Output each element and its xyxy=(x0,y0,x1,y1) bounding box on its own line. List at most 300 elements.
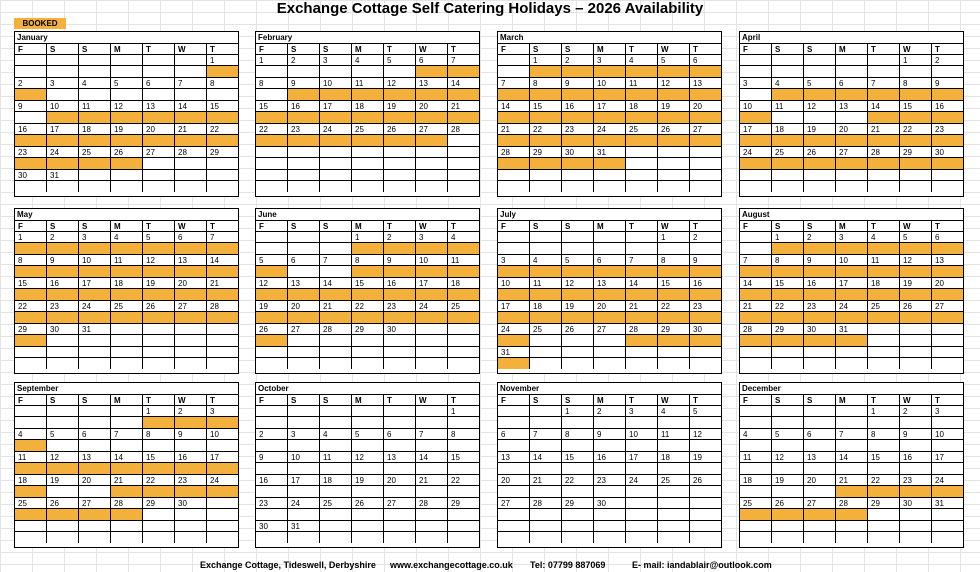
day-number: 8 xyxy=(530,78,562,89)
free-day-slot xyxy=(416,509,448,520)
booked-day-bar xyxy=(79,243,111,254)
booked-day-bar xyxy=(47,135,79,146)
booked-day-bar xyxy=(15,158,47,169)
day-number: 13 xyxy=(935,256,944,265)
empty-slot xyxy=(111,181,143,192)
booked-day-bar xyxy=(448,312,479,323)
weekday-label: T xyxy=(384,395,416,406)
empty-slot xyxy=(836,358,868,369)
day-number: 17 xyxy=(320,101,352,112)
booked-day-bar xyxy=(772,509,804,520)
booked-day-bar xyxy=(932,312,963,323)
free-day-slot xyxy=(352,463,384,474)
free-day-slot xyxy=(562,463,594,474)
day-number: 8 xyxy=(15,255,47,266)
weekday-label: T xyxy=(143,221,175,232)
booked-day-bar xyxy=(836,335,868,346)
day-number: 15 xyxy=(15,278,47,289)
day-number: 13 xyxy=(594,278,626,289)
booking-row xyxy=(498,157,721,169)
empty-slot xyxy=(594,532,626,543)
booked-day-bar xyxy=(498,289,530,300)
day-number: 13 xyxy=(143,101,175,112)
day-number: 13 xyxy=(79,452,111,463)
day-number: 26 xyxy=(562,324,594,335)
day-number: 4 xyxy=(320,429,352,440)
booking-row xyxy=(15,311,238,323)
booked-day-bar xyxy=(175,417,207,428)
booking-row xyxy=(740,508,963,520)
weekday-label: W xyxy=(658,44,690,55)
booking-row xyxy=(256,134,479,146)
booked-day-bar xyxy=(562,158,594,169)
free-day-slot xyxy=(448,463,479,474)
empty-slot xyxy=(594,358,626,369)
day-number: 2 xyxy=(693,233,698,242)
day-number: 9 xyxy=(804,255,836,266)
booked-day-bar xyxy=(47,509,79,520)
booked-day-bar xyxy=(868,266,900,277)
weekday-label: T xyxy=(693,222,698,231)
booked-day-bar xyxy=(288,112,320,123)
booked-day-bar xyxy=(690,312,721,323)
booked-day-bar xyxy=(47,312,79,323)
day-number: 2 xyxy=(935,56,940,65)
empty-slot xyxy=(416,358,448,369)
weekday-label: T xyxy=(626,221,658,232)
day-number: 27 xyxy=(384,498,416,509)
empty-slot xyxy=(804,358,836,369)
empty-slot xyxy=(530,417,562,428)
empty-slot xyxy=(207,509,238,520)
booked-day-bar xyxy=(47,243,79,254)
day-number: 14 xyxy=(451,79,460,88)
day-number: 1 xyxy=(352,232,384,243)
weekday-label: T xyxy=(210,396,215,405)
empty-slot xyxy=(320,417,352,428)
day-number: 8 xyxy=(658,255,690,266)
month-august xyxy=(739,208,964,374)
weekday-label: S xyxy=(804,44,836,55)
day-number: 9 xyxy=(693,256,698,265)
empty-slot xyxy=(868,181,900,192)
booked-day-bar xyxy=(352,112,384,123)
day-number: 6 xyxy=(693,56,698,65)
free-day-slot xyxy=(772,112,804,123)
empty-slot xyxy=(416,532,448,543)
free-day-slot xyxy=(320,463,352,474)
day-number: 14 xyxy=(210,256,219,265)
booking-row xyxy=(256,311,479,323)
booked-day-bar xyxy=(143,112,175,123)
day-number: 17 xyxy=(79,278,111,289)
empty-slot xyxy=(804,181,836,192)
free-day-slot xyxy=(79,486,111,497)
booked-day-bar xyxy=(207,486,238,497)
weekday-label: S xyxy=(47,44,79,55)
day-number: 3 xyxy=(320,55,352,66)
booking-row xyxy=(740,180,963,192)
free-day-slot xyxy=(836,463,868,474)
empty-slot xyxy=(384,417,416,428)
day-number: 29 xyxy=(772,324,804,335)
day-number: 15 xyxy=(772,278,804,289)
day-number: 17 xyxy=(416,278,448,289)
day-number: 7 xyxy=(416,429,448,440)
day-number: 23 xyxy=(47,301,79,312)
empty-slot xyxy=(626,158,658,169)
footer-email[interactable]: E- mail: iandablair@outlook.com xyxy=(632,560,772,570)
day-number: 4 xyxy=(451,233,456,242)
day-number: 21 xyxy=(498,124,530,135)
free-day-slot xyxy=(256,532,288,543)
booking-row xyxy=(256,157,479,169)
day-number: 3 xyxy=(79,232,111,243)
booked-day-bar xyxy=(804,89,836,100)
day-number: 9 xyxy=(47,255,79,266)
free-day-slot xyxy=(932,463,963,474)
month-name: July xyxy=(500,210,517,219)
empty-slot xyxy=(320,532,352,543)
booked-day-bar xyxy=(15,289,47,300)
day-number: 25 xyxy=(530,324,562,335)
day-number: 2 xyxy=(175,406,207,417)
empty-slot xyxy=(740,181,772,192)
day-number: 15 xyxy=(658,278,690,289)
free-day-slot xyxy=(690,243,721,254)
booking-row xyxy=(740,531,963,543)
empty-slot xyxy=(288,358,320,369)
booking-row xyxy=(498,416,721,428)
booked-day-bar xyxy=(836,509,868,520)
day-number: 14 xyxy=(868,101,900,112)
booked-day-bar xyxy=(804,509,836,520)
empty-slot xyxy=(868,532,900,543)
booked-day-bar xyxy=(562,312,594,323)
day-number: 10 xyxy=(47,101,79,112)
day-number: 16 xyxy=(47,278,79,289)
day-number: 3 xyxy=(740,78,772,89)
empty-slot xyxy=(690,532,721,543)
day-number: 11 xyxy=(352,78,384,89)
day-number: 11 xyxy=(111,255,143,266)
booked-day-bar xyxy=(416,89,448,100)
empty-slot xyxy=(932,335,963,346)
booked-day-bar xyxy=(740,266,772,277)
day-number: 10 xyxy=(210,430,219,439)
booked-day-bar xyxy=(15,89,47,100)
booked-day-bar xyxy=(594,112,626,123)
booking-row xyxy=(256,357,479,369)
month-april xyxy=(739,31,964,197)
booked-day-bar xyxy=(836,243,868,254)
booked-day-bar xyxy=(207,289,238,300)
day-number: 5 xyxy=(804,78,836,89)
day-number: 20 xyxy=(384,475,416,486)
booked-day-bar xyxy=(804,312,836,323)
empty-slot xyxy=(772,532,804,543)
day-number: 9 xyxy=(935,79,940,88)
weekday-label: S xyxy=(79,44,111,55)
booked-day-bar xyxy=(740,289,772,300)
empty-slot xyxy=(740,243,772,254)
booking-row xyxy=(256,242,479,254)
month-name: June xyxy=(258,210,277,219)
empty-slot xyxy=(498,243,530,254)
day-number: 15 xyxy=(900,101,932,112)
day-number: 28 xyxy=(210,302,219,311)
weekday-label: T xyxy=(451,45,456,54)
month-name: December xyxy=(742,384,781,393)
month-name: January xyxy=(17,33,48,42)
empty-slot xyxy=(256,358,288,369)
day-number: 6 xyxy=(288,255,320,266)
empty-slot xyxy=(448,181,479,192)
empty-slot xyxy=(594,181,626,192)
day-number: 1 xyxy=(143,406,175,417)
day-number: 25 xyxy=(740,498,772,509)
free-day-slot xyxy=(498,463,530,474)
booked-day-bar xyxy=(175,135,207,146)
empty-slot xyxy=(804,66,836,77)
empty-slot xyxy=(143,532,175,543)
booked-day-bar xyxy=(111,243,143,254)
day-number: 21 xyxy=(416,475,448,486)
booked-day-bar xyxy=(288,89,320,100)
booked-day-bar xyxy=(320,289,352,300)
weekday-label: W xyxy=(175,221,207,232)
day-number: 18 xyxy=(15,475,47,486)
free-day-slot xyxy=(15,112,47,123)
booked-day-bar xyxy=(900,89,932,100)
day-number: 25 xyxy=(352,124,384,135)
booking-row xyxy=(740,357,963,369)
free-day-slot xyxy=(900,417,932,428)
free-day-slot xyxy=(740,486,772,497)
booked-day-bar xyxy=(900,112,932,123)
booking-row xyxy=(740,485,963,497)
empty-slot xyxy=(740,66,772,77)
booked-day-bar xyxy=(448,289,479,300)
month-february xyxy=(255,31,480,197)
empty-slot xyxy=(384,358,416,369)
day-number: 22 xyxy=(451,476,460,485)
booking-row xyxy=(740,242,963,254)
day-number: 28 xyxy=(175,147,207,158)
weekday-label: T xyxy=(693,396,698,405)
day-number: 13 xyxy=(384,452,416,463)
booked-day-bar xyxy=(320,112,352,123)
empty-slot xyxy=(740,532,772,543)
booked-day-bar xyxy=(207,266,238,277)
day-number: 2 xyxy=(256,429,288,440)
day-number: 10 xyxy=(79,255,111,266)
booked-day-bar xyxy=(288,289,320,300)
day-number: 24 xyxy=(416,301,448,312)
day-number: 21 xyxy=(626,301,658,312)
day-number: 5 xyxy=(384,55,416,66)
weekday-label: S xyxy=(530,221,562,232)
day-number: 10 xyxy=(288,452,320,463)
day-number: 27 xyxy=(804,498,836,509)
day-number: 16 xyxy=(594,452,626,463)
booked-day-bar xyxy=(804,266,836,277)
booked-day-bar xyxy=(868,112,900,123)
free-day-slot xyxy=(900,463,932,474)
empty-slot xyxy=(111,532,143,543)
day-number: 7 xyxy=(740,255,772,266)
weekday-label: S xyxy=(288,44,320,55)
day-number: 28 xyxy=(498,147,530,158)
booked-day-bar xyxy=(772,289,804,300)
booked-day-bar xyxy=(175,112,207,123)
day-number: 30 xyxy=(562,147,594,158)
booking-row xyxy=(498,334,721,346)
empty-slot xyxy=(498,181,530,192)
day-number: 2 xyxy=(288,55,320,66)
free-day-slot xyxy=(175,440,207,451)
free-day-slot xyxy=(256,509,288,520)
free-day-slot xyxy=(288,66,320,77)
weekday-label: S xyxy=(288,221,320,232)
empty-slot xyxy=(288,417,320,428)
weekday-label: S xyxy=(772,44,804,55)
weekday-label: F xyxy=(256,395,288,406)
day-number: 14 xyxy=(836,452,868,463)
empty-slot xyxy=(175,335,207,346)
booked-day-bar xyxy=(594,289,626,300)
booked-day-bar xyxy=(530,135,562,146)
empty-slot xyxy=(256,417,288,428)
day-number: 10 xyxy=(836,255,868,266)
weekday-label: S xyxy=(79,221,111,232)
day-number: 2 xyxy=(15,78,47,89)
day-number: 5 xyxy=(47,429,79,440)
booking-row xyxy=(498,180,721,192)
free-day-slot xyxy=(384,440,416,451)
free-day-slot xyxy=(416,463,448,474)
day-number: 23 xyxy=(175,475,207,486)
booked-day-bar xyxy=(690,135,721,146)
empty-slot xyxy=(143,66,175,77)
booked-day-bar xyxy=(111,112,143,123)
empty-slot xyxy=(772,417,804,428)
day-number: 10 xyxy=(320,78,352,89)
weekday-label: W xyxy=(416,221,448,232)
booked-day-bar xyxy=(384,135,416,146)
day-number: 11 xyxy=(740,452,772,463)
empty-slot xyxy=(448,532,479,543)
day-number: 21 xyxy=(320,301,352,312)
day-number: 5 xyxy=(900,232,932,243)
booked-day-bar xyxy=(836,486,868,497)
booked-day-bar xyxy=(932,112,963,123)
booked-day-bar xyxy=(111,509,143,520)
booked-day-bar xyxy=(175,243,207,254)
booked-day-bar xyxy=(384,266,416,277)
booked-day-bar xyxy=(143,417,175,428)
day-number: 17 xyxy=(498,301,530,312)
booked-day-bar xyxy=(15,243,47,254)
day-number: 26 xyxy=(658,124,690,135)
free-day-slot xyxy=(416,440,448,451)
day-number: 17 xyxy=(288,475,320,486)
booked-day-bar xyxy=(804,158,836,169)
day-number: 25 xyxy=(79,147,111,158)
weekday-label: T xyxy=(935,45,940,54)
booking-row xyxy=(15,65,238,77)
booked-day-bar xyxy=(47,266,79,277)
booking-row xyxy=(498,288,721,300)
free-day-slot xyxy=(448,509,479,520)
day-number: 1 xyxy=(658,232,690,243)
page-title: Exchange Cottage Self Catering Holidays – 2026 Availability xyxy=(276,0,704,17)
empty-slot xyxy=(658,509,690,520)
booked-day-bar xyxy=(900,486,932,497)
free-day-slot xyxy=(207,89,238,100)
free-day-slot xyxy=(836,440,868,451)
day-number: 19 xyxy=(658,101,690,112)
free-day-slot xyxy=(900,509,932,520)
day-number: 5 xyxy=(111,78,143,89)
empty-slot xyxy=(143,335,175,346)
booked-day-bar xyxy=(448,112,479,123)
day-number: 20 xyxy=(804,475,836,486)
booked-day-bar xyxy=(207,112,238,123)
month-september xyxy=(14,382,239,548)
booked-day-bar xyxy=(111,158,143,169)
booking-row xyxy=(256,334,479,346)
day-number: 19 xyxy=(143,278,175,289)
free-day-slot xyxy=(740,89,772,100)
day-number: 28 xyxy=(868,147,900,158)
empty-slot xyxy=(836,66,868,77)
day-number: 19 xyxy=(256,301,288,312)
day-number: 15 xyxy=(451,453,460,462)
free-day-slot xyxy=(594,335,626,346)
booking-row xyxy=(256,462,479,474)
booked-day-bar xyxy=(868,158,900,169)
day-number: 16 xyxy=(288,101,320,112)
day-number: 8 xyxy=(352,255,384,266)
booking-row xyxy=(256,288,479,300)
free-day-slot xyxy=(175,509,207,520)
weekday-label: M xyxy=(111,395,143,406)
empty-slot xyxy=(175,532,207,543)
weekday-label: S xyxy=(320,221,352,232)
footer-website[interactable]: www.exchangecottage.co.uk xyxy=(390,560,513,570)
booked-day-bar xyxy=(562,66,594,77)
booked-day-bar xyxy=(79,509,111,520)
day-number: 3 xyxy=(288,429,320,440)
day-number: 31 xyxy=(935,499,944,508)
day-number: 26 xyxy=(900,301,932,312)
free-day-slot xyxy=(772,463,804,474)
day-number: 6 xyxy=(804,429,836,440)
empty-slot xyxy=(15,358,47,369)
day-number: 25 xyxy=(772,147,804,158)
free-day-slot xyxy=(320,266,352,277)
booked-day-bar xyxy=(15,135,47,146)
free-day-slot xyxy=(740,440,772,451)
weekday-label: T xyxy=(868,221,900,232)
booked-day-bar xyxy=(804,289,836,300)
weekday-label: T xyxy=(451,396,456,405)
day-number: 11 xyxy=(772,101,804,112)
day-number: 23 xyxy=(594,475,626,486)
day-number: 14 xyxy=(530,452,562,463)
booked-day-bar xyxy=(111,135,143,146)
